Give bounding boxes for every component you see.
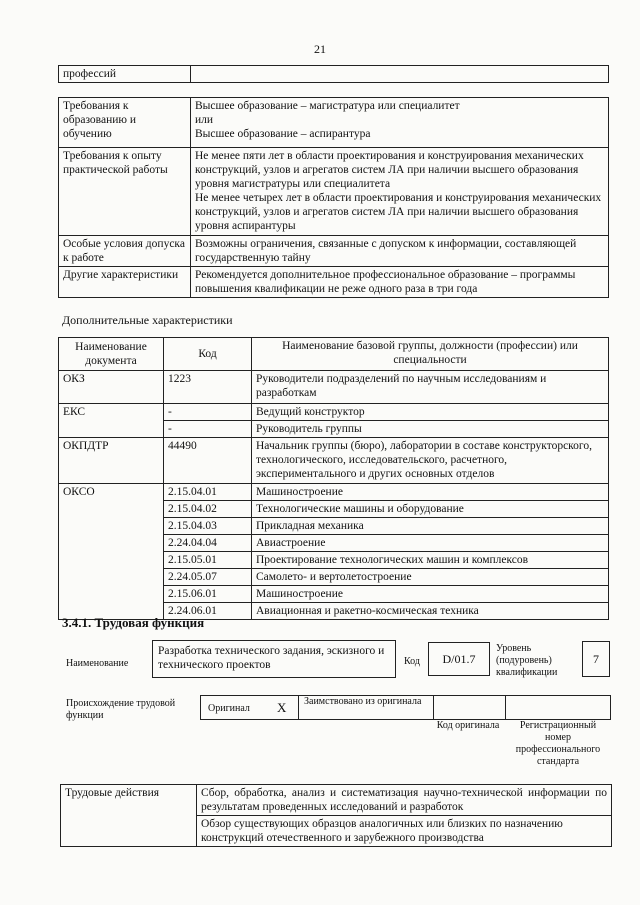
function-name-value: Разработка технического задания, эскизного и технического проектов xyxy=(158,645,385,671)
origin-label: Происхождение трудовой функции xyxy=(66,698,176,721)
req-education-label: Требования к образованию и обучению xyxy=(59,98,191,148)
origin-code-caption: Код оригинала xyxy=(436,720,500,731)
actions-table xyxy=(60,784,612,847)
table-cell-name: Проектирование технологических машин и комплексов xyxy=(252,552,609,569)
req-education-line: Высшее образование – магистратура или специалитет xyxy=(195,100,460,112)
doc-okz: ОКЗ xyxy=(59,371,164,404)
table-cell-code: 2.15.06.01 xyxy=(164,586,252,603)
req-experience-label: Требования к опыту практической работы xyxy=(59,148,191,236)
table-cell-code: 2.15.04.02 xyxy=(164,501,252,518)
function-level-value: 7 xyxy=(593,652,599,666)
origin-row xyxy=(200,695,611,720)
origin-divider xyxy=(505,696,506,719)
action-item: Сбор, обработка, анализ и систематизация научно-технической информации по результатам проведенных исследований и разработок xyxy=(197,785,612,816)
table-cell-code: 2.15.05.01 xyxy=(164,552,252,569)
top-row-table xyxy=(58,65,609,83)
table-cell-code: 2.15.04.01 xyxy=(164,484,252,501)
origin-divider xyxy=(298,696,299,719)
table-cell-name: Авиастроение xyxy=(252,535,609,552)
function-code-label: Код xyxy=(404,656,420,667)
table-cell-name: Машиностроение xyxy=(252,484,609,501)
action-item: Обзор существующих образцов аналогичных или близких по назначению конструкций отечественного и зарубежного производства xyxy=(197,816,612,847)
table-cell-name: Самолето- и вертолетостроение xyxy=(252,569,609,586)
page-number: 21 xyxy=(314,42,326,56)
origin-borrowed-label: Заимствовано из оригинала xyxy=(304,696,422,707)
table-cell-name: Машиностроение xyxy=(252,586,609,603)
function-code-value: D/01.7 xyxy=(442,652,476,666)
actions-label: Трудовые действия xyxy=(61,785,197,847)
top-row-label: профессий xyxy=(59,66,191,83)
table-cell-name: Технологические машины и оборудование xyxy=(252,501,609,518)
req-other-value: Рекомендуется дополнительное профессиональное образование – программы повышения квалификации не реже одного раза в три года xyxy=(191,267,609,298)
table-cell-code: 1223 xyxy=(164,371,252,404)
req-special-value: Возможны ограничения, связанные с допуском к информации, составляющей государственную тайну xyxy=(191,236,609,267)
header-name: Наименование базовой группы, должности (профессии) или специальности xyxy=(252,338,609,371)
req-experience-line: Не менее пяти лет в области проектирования и конструирования механических конструкций, узлов и агрегатов систем ЛА при наличии высшего образования уровня магистратуры или специалитета xyxy=(195,150,584,190)
function-name-label: Наименование xyxy=(66,658,129,669)
function-name-box xyxy=(152,640,396,678)
table-cell-name: Ведущий конструктор xyxy=(252,404,609,421)
table-cell-name: Руководитель группы xyxy=(252,421,609,438)
function-code-box xyxy=(428,642,490,676)
table-cell-name: Прикладная механика xyxy=(252,518,609,535)
table-cell-code: 2.15.04.03 xyxy=(164,518,252,535)
table-cell-code: 2.24.04.04 xyxy=(164,535,252,552)
origin-original-label: Оригинал xyxy=(208,703,250,714)
origin-reg-caption: Регистрационный номер профессионального стандарта xyxy=(515,720,601,767)
req-education-line: Высшее образование – аспирантура xyxy=(195,128,371,140)
table-cell-code: - xyxy=(164,404,252,421)
function-level-box xyxy=(582,641,610,677)
origin-original-mark: X xyxy=(277,700,287,715)
req-other-label: Другие характеристики xyxy=(59,267,191,298)
table-cell-name: Начальник группы (бюро), лаборатории в составе конструкторского, технологического, исследовательского, расчетного, экспериментального и других основных отделов xyxy=(252,438,609,484)
additional-title: Дополнительные характеристики xyxy=(62,313,233,327)
req-experience-value xyxy=(191,148,609,236)
req-education-value xyxy=(191,98,609,148)
function-level-label: Уровень (подуровень) квалификации xyxy=(496,643,558,678)
table-cell-code: 2.24.05.07 xyxy=(164,569,252,586)
additional-table xyxy=(58,337,609,620)
header-code: Код xyxy=(164,338,252,371)
table-cell-code: 44490 xyxy=(164,438,252,484)
req-experience-line: Не менее четырех лет в области проектирования и конструирования механических конструкций, узлов и агрегатов систем ЛА при наличии высшего образования уровня аспирантуры xyxy=(195,192,602,232)
table-cell-code: 2.24.06.01 xyxy=(164,603,252,620)
header-document: Наименование документа xyxy=(59,338,164,371)
doc-eks: ЕКС xyxy=(59,404,164,438)
table-cell-code: - xyxy=(164,421,252,438)
section-title: 3.4.1. Трудовая функция xyxy=(62,615,205,630)
table-cell-name: Руководители подразделений по научным исследованиям и разработкам xyxy=(252,371,609,404)
doc-okso: ОКСО xyxy=(59,484,164,620)
table-cell-name: Авиационная и ракетно-космическая техника xyxy=(252,603,609,620)
req-education-line: или xyxy=(195,114,214,126)
top-row-value xyxy=(191,66,609,83)
doc-okpdtr: ОКПДТР xyxy=(59,438,164,484)
origin-divider xyxy=(433,696,434,719)
requirements-table xyxy=(58,97,609,298)
req-special-label: Особые условия допуска к работе xyxy=(59,236,191,267)
